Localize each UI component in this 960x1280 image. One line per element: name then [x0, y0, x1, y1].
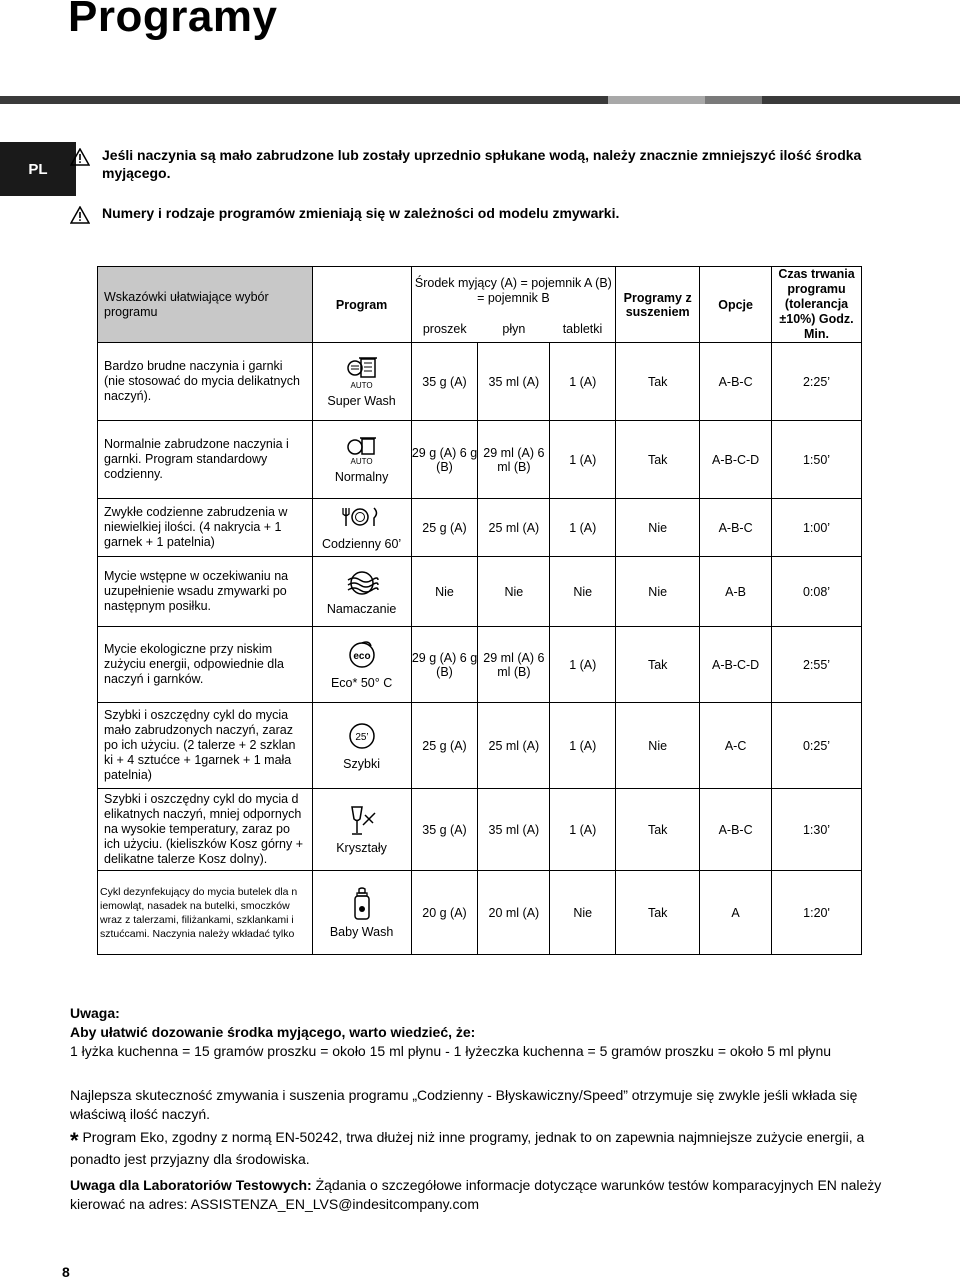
header-powder: proszek — [411, 316, 478, 343]
notes-block — [70, 1004, 890, 1061]
table-row — [98, 499, 862, 557]
row-duration: 1:50’ — [772, 421, 862, 499]
row-options: A-B-C-D — [700, 421, 772, 499]
row-hint: Szybki i oszczędny cykl do mycia d elikatnych naczyń, mniej odpornych na wysokie temperatury, zaraz po ich użyciu. (kieliszków Kosz górny + delikatne talerze Kosz dolny). — [98, 789, 313, 871]
row-hint: Bardzo brudne naczynia i garnki (nie stosować do mycia delikatnych naczyń). — [98, 343, 313, 421]
row-liquid: 29 ml (A) 6 ml (B) — [478, 421, 550, 499]
lab-note — [70, 1176, 890, 1214]
program-name: Codzienny 60’ — [321, 536, 402, 551]
row-duration: 2:25’ — [772, 343, 862, 421]
program-name: Eco* 50° C — [330, 675, 393, 690]
warning-1 — [70, 146, 920, 182]
row-drying: Tak — [616, 627, 700, 703]
warning-text: Jeśli naczynia są mało zabrudzone lub zostały uprzednio spłukane wodą, należy znacznie zmniejszyć ilość środka myjącego. — [102, 147, 862, 181]
row-duration: 1:00’ — [772, 499, 862, 557]
super-wash-icon — [346, 355, 378, 381]
row-tablets: 1 (A) — [550, 343, 616, 421]
uwaga-title: Uwaga: — [70, 1005, 120, 1021]
row-tablets: Nie — [550, 871, 616, 955]
warning-2 — [70, 204, 920, 222]
program-name: Normalny — [334, 470, 389, 484]
row-hint: Cykl dezynfekujący do mycia butelek dla n iemowląt, nasadek na butelki, smoczków wraz z talerzami, filiżankami, szklankami i sztućcami. Naczynia należy wkładać tylko — [98, 871, 313, 955]
row-powder: 25 g (A) — [411, 703, 478, 789]
bar-segment-mid — [705, 96, 762, 104]
program-name: Szybki — [343, 756, 380, 771]
lab-label: Uwaga dla Laboratoriów Testowych: — [70, 1177, 312, 1193]
row-liquid: 29 ml (A) 6 ml (B) — [478, 627, 550, 703]
eco-note-text: Program Eko, zgodny z normą EN-50242, trwa dłużej niż inne programy, jednak to on zapewnia najmniejsze zużycie energii, a ponadto jest przyjazny dla środowiska. — [70, 1129, 865, 1167]
row-drying: Tak — [616, 343, 700, 421]
fast-25-icon — [347, 721, 377, 751]
row-hint: Mycie ekologiczne przy niskim zużyciu energii, odpowiednie dla naczyń i garnków. — [98, 627, 313, 703]
row-hint: Mycie wstępne w oczekiwaniu na uzupełnienie wsadu zmywarki po następnym posiłku. — [98, 557, 313, 627]
normal-icon — [346, 435, 378, 457]
row-liquid: Nie — [478, 557, 550, 627]
auto-label: AUTO — [350, 457, 373, 466]
warning-icon — [70, 148, 90, 166]
row-program — [312, 703, 411, 789]
crystal-glass-icon — [346, 805, 378, 837]
row-options: A-B-C — [700, 789, 772, 871]
row-duration: 0:08’ — [772, 557, 862, 627]
row-powder: 20 g (A) — [411, 871, 478, 955]
fast-icon-text: 25’ — [354, 731, 369, 743]
row-powder: 29 g (A) 6 g (B) — [411, 421, 478, 499]
program-name: Super Wash — [327, 394, 396, 408]
program-name: Baby Wash — [329, 924, 394, 939]
header-tablets: tabletki — [550, 316, 616, 343]
row-tablets: 1 (A) — [550, 703, 616, 789]
row-duration: 0:25’ — [772, 703, 862, 789]
auto-label: AUTO — [350, 381, 373, 390]
baby-bottle-icon — [350, 887, 374, 921]
eco-note — [70, 1128, 890, 1169]
soak-icon — [345, 568, 379, 598]
row-hint: Zwykłe codzienne zabrudzenia w niewielkiej ilości. (4 nakrycia + 1 garnek + 1 patelnia) — [98, 499, 313, 557]
header-hint: Wskazówki ułatwiające wybór programu — [98, 267, 313, 343]
header-duration: Czas trwania programu (tolerancja ±10%) Godz. Min. — [772, 267, 862, 343]
row-options: A-B — [700, 557, 772, 627]
program-name: Kryształy — [336, 840, 387, 855]
bar-segment-dark — [0, 96, 608, 104]
row-liquid: 20 ml (A) — [478, 871, 550, 955]
row-program — [312, 557, 411, 627]
row-powder: 29 g (A) 6 g (B) — [411, 627, 478, 703]
row-program — [312, 789, 411, 871]
row-drying: Nie — [616, 557, 700, 627]
row-duration: 1:20' — [772, 871, 862, 955]
row-liquid: 25 ml (A) — [478, 703, 550, 789]
row-drying: Tak — [616, 789, 700, 871]
row-program — [312, 871, 411, 955]
row-powder: 35 g (A) — [411, 789, 478, 871]
header-drying: Programy z suszeniem — [616, 267, 700, 343]
row-powder: Nie — [411, 557, 478, 627]
header-options: Opcje — [700, 267, 772, 343]
row-tablets: 1 (A) — [550, 421, 616, 499]
row-options: A-B-C-D — [700, 627, 772, 703]
row-options: A — [700, 871, 772, 955]
table-row — [98, 343, 862, 421]
table-row — [98, 421, 862, 499]
row-program — [312, 499, 411, 557]
row-powder: 25 g (A) — [411, 499, 478, 557]
best-note: Najlepsza skuteczność zmywania i suszenia programu „Codzienny - Błyskawiczny/Speed” otrzymuje się zwykle jeśli wkłada się właściwą ilość naczyń. — [70, 1087, 858, 1122]
row-drying: Tak — [616, 871, 700, 955]
table-row — [98, 627, 862, 703]
row-drying: Tak — [616, 421, 700, 499]
eco-star: * — [70, 1128, 79, 1153]
table-row — [98, 557, 862, 627]
programs-table — [97, 266, 862, 955]
page-number: 8 — [62, 1264, 70, 1280]
page-title: Programy — [68, 0, 278, 41]
row-hint: Szybki i oszczędny cykl do mycia mało zabrudzonych naczyń, zaraz po ich użyciu. (2 talerze + 2 szklan ki + 4 sztućce + 1garnek + 1 mała patelnia) — [98, 703, 313, 789]
row-tablets: 1 (A) — [550, 789, 616, 871]
table-header-row — [98, 267, 862, 316]
row-tablets: Nie — [550, 557, 616, 627]
header-program: Program — [312, 267, 411, 343]
row-drying: Nie — [616, 703, 700, 789]
row-tablets: 1 (A) — [550, 627, 616, 703]
row-tablets: 1 (A) — [550, 499, 616, 557]
warning-text: Numery i rodzaje programów zmieniają się w zależności od modelu zmywarki. — [102, 205, 620, 221]
row-options: A-B-C — [700, 499, 772, 557]
row-liquid: 25 ml (A) — [478, 499, 550, 557]
row-program — [312, 343, 411, 421]
row-program — [312, 627, 411, 703]
row-options: A-C — [700, 703, 772, 789]
uwaga-text: 1 łyżka kuchenna = 15 gramów proszku = około 15 ml płynu - 1 łyżeczka kuchenna = 5 gramów proszku = około 5 ml płynu — [70, 1043, 832, 1059]
row-liquid: 35 ml (A) — [478, 789, 550, 871]
header-detergent: Środek myjący (A) = pojemnik A (B) = pojemnik B — [411, 267, 616, 316]
row-options: A-B-C — [700, 343, 772, 421]
row-duration: 2:55’ — [772, 627, 862, 703]
daily-icon — [342, 505, 382, 529]
row-liquid: 35 ml (A) — [478, 343, 550, 421]
uwaga-subtitle: Aby ułatwić dozowanie środka myjącego, warto wiedzieć, że: — [70, 1024, 476, 1040]
row-duration: 1:30’ — [772, 789, 862, 871]
row-drying: Nie — [616, 499, 700, 557]
eco-icon-text: eco — [352, 650, 371, 662]
program-name: Namaczanie — [326, 601, 397, 616]
bar-segment-light — [608, 96, 705, 104]
row-hint: Normalnie zabrudzone naczynia i garnki. Program standardowy codzienny. — [98, 421, 313, 499]
eco-icon — [347, 640, 377, 670]
language-tab: PL — [0, 142, 76, 196]
header-liquid: płyn — [478, 316, 550, 343]
top-divider-bar — [0, 96, 960, 104]
table-row — [98, 871, 862, 955]
lab-text: Żądania o szczegółowe informacje dotyczące warunków testów komparacyjnych EN należy kierować na adres: ASSISTENZA_EN_LVS@indesitcompany.com — [70, 1177, 882, 1212]
row-powder: 35 g (A) — [411, 343, 478, 421]
bar-segment-dark-right — [762, 96, 960, 104]
warning-icon — [70, 206, 90, 224]
table-row — [98, 703, 862, 789]
row-program — [312, 421, 411, 499]
table-row — [98, 789, 862, 871]
